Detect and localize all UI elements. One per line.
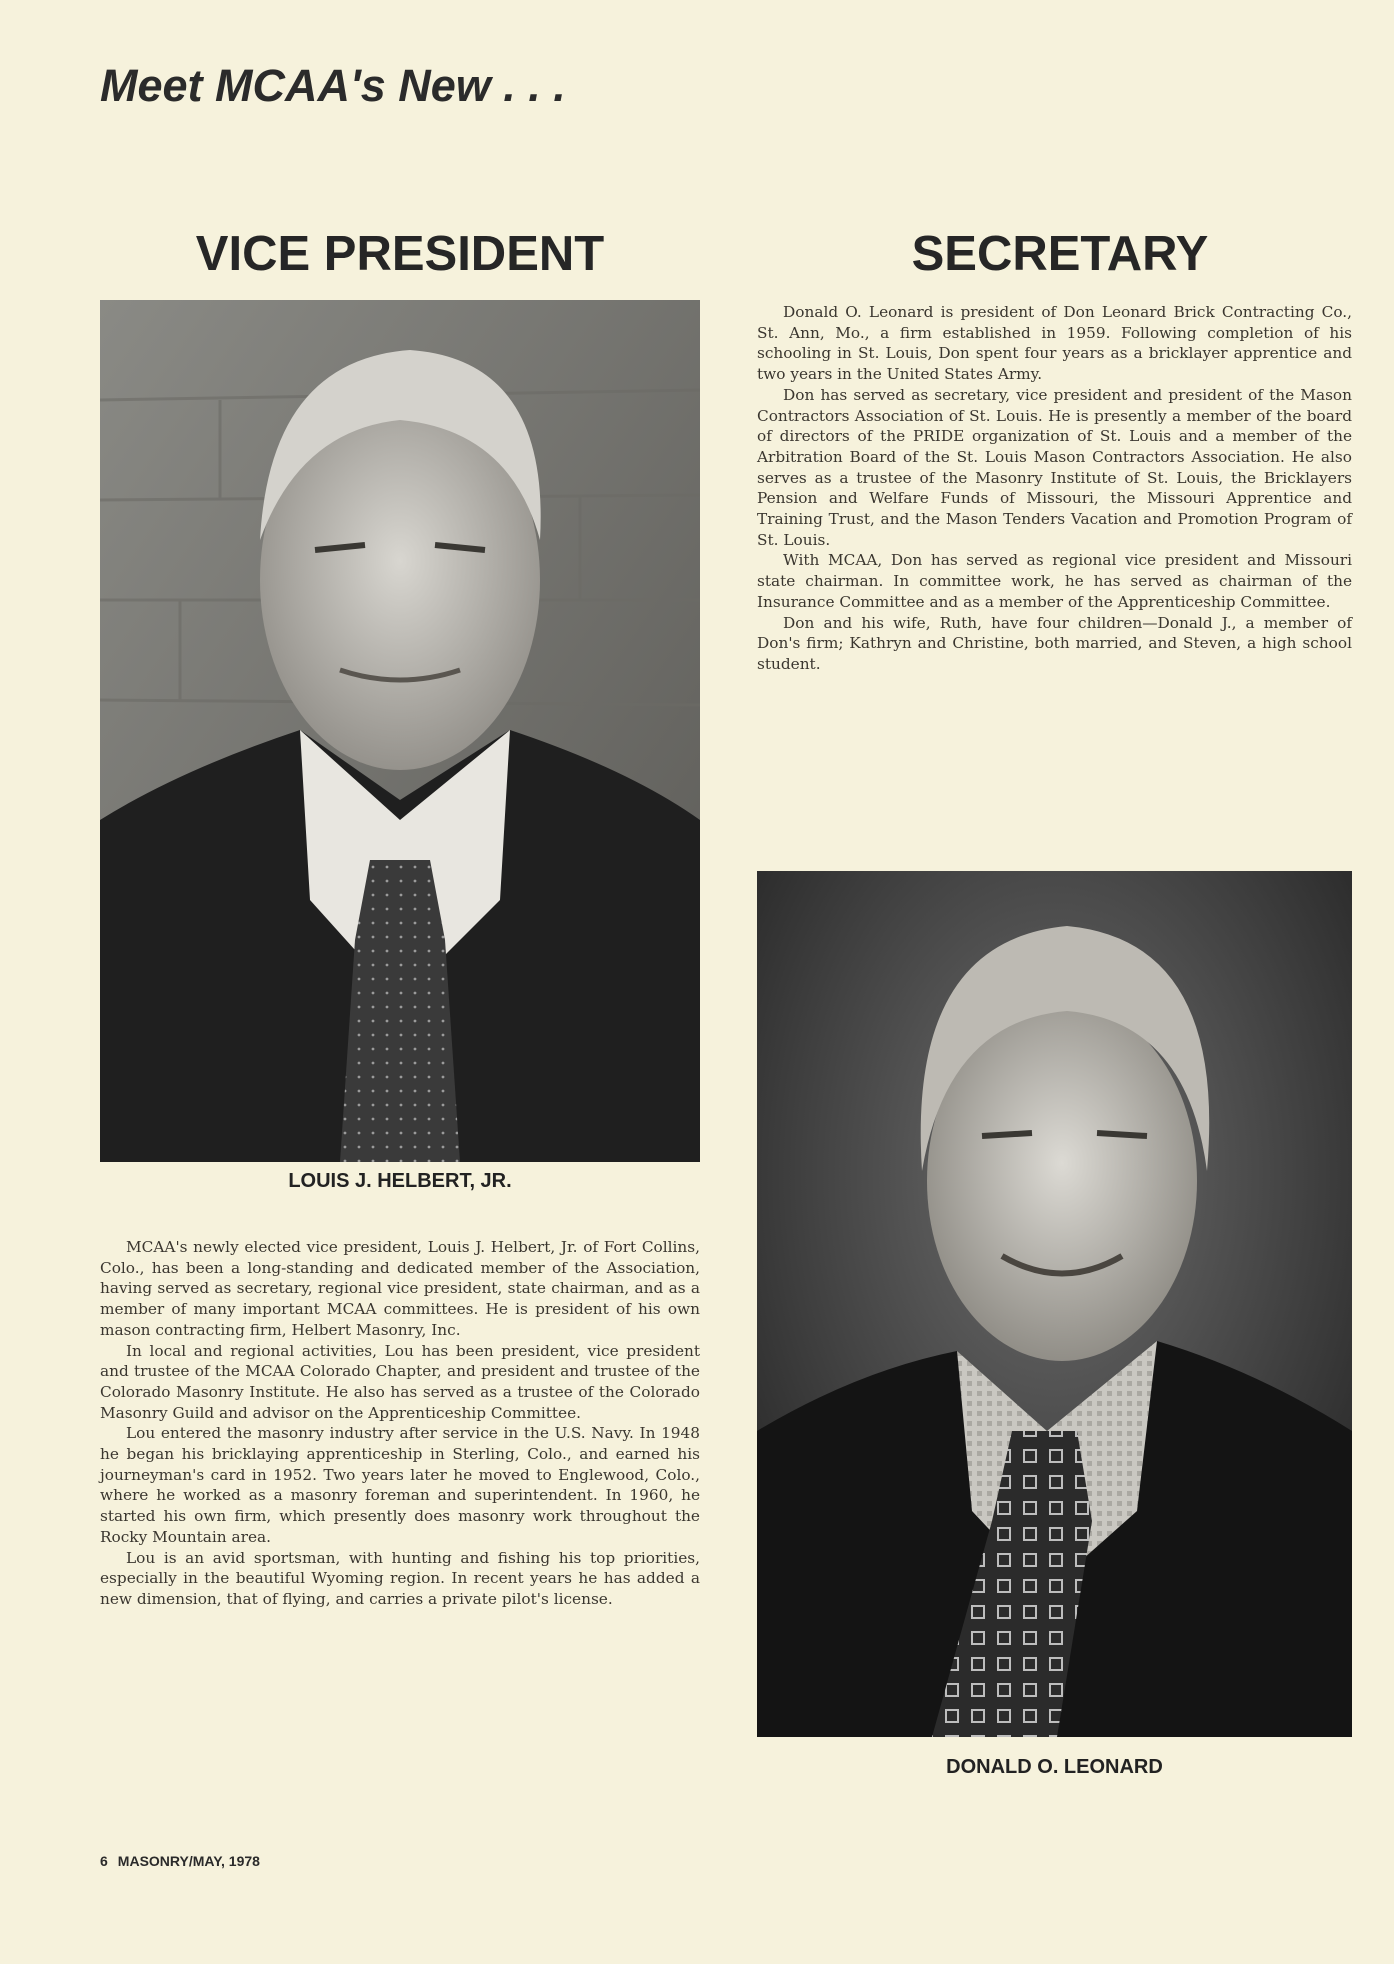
page-footer xyxy=(100,1853,260,1869)
vice-president-name: LOUIS J. HELBERT, JR. xyxy=(288,1170,512,1192)
secretary-paragraph: Donald O. Leonard is president of Don Leonard Brick Contracting Co., St. Ann, Mo., a firm established in 1959. Following completion of his schooling in St. Louis, Don spent four years as a bricklayer apprentice and two years in the United States Army. xyxy=(757,303,1352,384)
vp-paragraph: MCAA's newly elected vice president, Louis J. Helbert, Jr. of Fort Collins, Colo., has been a long-standing and dedicated member of the Association, having served as secretary, regional vice president, state chairman, and as a member of many important MCAA committees. He is president of his own mason contracting firm, Helbert Masonry, Inc. xyxy=(100,1238,700,1339)
page-headline: Meet MCAA's New . . . xyxy=(100,60,566,111)
secretary-paragraph: Don and his wife, Ruth, have four children—Donald J., a member of Don's firm; Kathryn and Christine, both married, and Steven, a high school student. xyxy=(757,613,1352,673)
vice-president-heading: VICE PRESIDENT xyxy=(195,227,605,281)
secretary-biography xyxy=(757,302,1352,675)
publication-line: MASONRY/MAY, 1978 xyxy=(117,1853,260,1869)
vp-paragraph: Lou is an avid sportsman, with hunting and fishing his top priorities, especially in the beautiful Wyoming region. In recent years he has added a new dimension, that of flying, and carries a private pilot's license. xyxy=(100,1548,700,1608)
vice-president-portrait xyxy=(100,300,700,1162)
vp-paragraph: In local and regional activities, Lou has been president, vice president and trustee of the MCAA Colorado Chapter, and president and trustee of the Colorado Masonry Institute. He also has served as a trustee of the Colorado Masonry Guild and advisor on the Apprenticeship Committee. xyxy=(100,1341,700,1422)
secretary-paragraph: With MCAA, Don has served as regional vice president and Missouri state chairman. In committee work, he has served as chairman of the Insurance Committee and as a member of the Apprenticeship Committee. xyxy=(757,551,1352,611)
vice-president-biography xyxy=(100,1237,700,1610)
vp-paragraph: Lou entered the masonry industry after service in the U.S. Navy. In 1948 he began his bricklaying apprenticeship in Sterling, Colo., and earned his journeyman's card in 1952. Two years later he moved to Englewood, Colo., where he worked as a masonry foreman and superintendent. In 1960, he started his own firm, which presently does masonry work throughout the Rocky Mountain area. xyxy=(100,1424,700,1546)
page-number: 6 xyxy=(100,1853,108,1869)
secretary-heading: SECRETARY xyxy=(911,227,1209,281)
secretary-portrait xyxy=(757,871,1352,1737)
secretary-name: DONALD O. LEONARD xyxy=(946,1756,1163,1778)
secretary-paragraph: Don has served as secretary, vice president and president of the Mason Contractors Association of St. Louis. He is presently a member of the board of directors of the PRIDE organization of St. Louis and a member of the Arbitration Board of the St. Louis Mason Contractors Association. He also serves as a trustee of the Masonry Institute of St. Louis, the Bricklayers Pension and Welfare Funds of Missouri, the Missouri Apprentice and Training Trust, and the Mason Tenders Vacation and Promotion Program of St. Louis. xyxy=(757,385,1352,549)
